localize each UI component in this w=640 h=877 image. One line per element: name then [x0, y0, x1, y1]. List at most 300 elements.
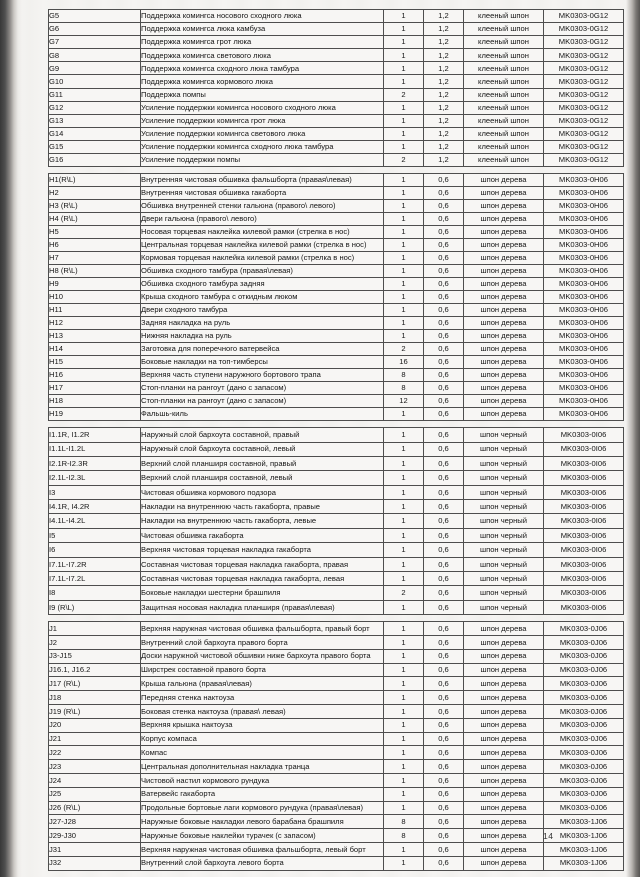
part-code-cell: J3-J15 — [49, 649, 141, 663]
thickness-cell: 1,2 — [424, 75, 464, 88]
part-code-cell: H13 — [49, 330, 141, 343]
material-cell: шпон дерева — [464, 291, 544, 304]
part-number-cell: MK0303-0G12 — [544, 140, 624, 153]
material-cell: шпон дерева — [464, 382, 544, 395]
quantity-cell: 1 — [384, 317, 424, 330]
table-row — [49, 856, 624, 870]
part-code-cell: H17 — [49, 382, 141, 395]
description-cell: Поддержка комингса светового люка — [141, 49, 384, 62]
thickness-cell: 0,6 — [424, 174, 464, 187]
part-code-cell: G6 — [49, 23, 141, 36]
thickness-cell: 0,6 — [424, 330, 464, 343]
material-cell: шпон дерева — [464, 663, 544, 677]
part-code-cell: J23 — [49, 760, 141, 774]
table-row — [49, 842, 624, 856]
quantity-cell: 1 — [384, 572, 424, 586]
thickness-cell: 0,6 — [424, 395, 464, 408]
material-cell: шпон дерева — [464, 760, 544, 774]
description-cell: Чистовой настил кормового рундука — [141, 773, 384, 787]
description-cell: Центральная торцевая наклейка килевой рамки (стрелка в нос) — [141, 239, 384, 252]
description-cell: Двери сходного тамбура — [141, 304, 384, 317]
part-code-cell: H2 — [49, 187, 141, 200]
part-number-cell: MK0303-1J06 — [544, 815, 624, 829]
table-row — [49, 10, 624, 23]
part-code-cell: H8 (R\L) — [49, 265, 141, 278]
description-cell: Двери гальюна (правого\ левого) — [141, 213, 384, 226]
thickness-cell: 0,6 — [424, 500, 464, 514]
part-number-cell: MK0303-0H06 — [544, 395, 624, 408]
part-code-cell: H4 (R\L) — [49, 213, 141, 226]
part-number-cell: MK0303-0G12 — [544, 127, 624, 140]
material-cell: клееный шпон — [464, 101, 544, 114]
material-cell: шпон дерева — [464, 691, 544, 705]
quantity-cell: 1 — [384, 500, 424, 514]
description-cell: Чистовая обшивка гакаборта — [141, 528, 384, 542]
table-row — [49, 174, 624, 187]
part-number-cell: MK0303-0I06 — [544, 442, 624, 456]
table-row — [49, 226, 624, 239]
table-row — [49, 213, 624, 226]
table-row — [49, 291, 624, 304]
quantity-cell: 1 — [384, 543, 424, 557]
scan-edge-right — [626, 0, 640, 877]
table-row — [49, 382, 624, 395]
thickness-cell: 1,2 — [424, 154, 464, 167]
quantity-cell: 2 — [384, 154, 424, 167]
material-cell: шпон дерева — [464, 636, 544, 650]
material-cell: клееный шпон — [464, 140, 544, 153]
table-row — [49, 704, 624, 718]
table-row — [49, 330, 624, 343]
description-cell: Центральная дополнительная накладка транца — [141, 760, 384, 774]
quantity-cell: 1 — [384, 557, 424, 571]
table-row — [49, 369, 624, 382]
quantity-cell: 2 — [384, 88, 424, 101]
description-cell: Носовая торцевая наклейка килевой рамки (стрелка в нос) — [141, 226, 384, 239]
quantity-cell: 16 — [384, 356, 424, 369]
thickness-cell: 1,2 — [424, 127, 464, 140]
thickness-cell: 0,6 — [424, 829, 464, 843]
part-number-cell: MK0303-0I06 — [544, 600, 624, 614]
quantity-cell: 1 — [384, 252, 424, 265]
material-cell: шпон черный — [464, 600, 544, 614]
part-number-cell: MK0303-0J06 — [544, 801, 624, 815]
material-cell: шпон дерева — [464, 174, 544, 187]
quantity-cell: 1 — [384, 787, 424, 801]
part-code-cell: G16 — [49, 154, 141, 167]
part-number-cell: MK0303-0J06 — [544, 704, 624, 718]
material-cell: шпон дерева — [464, 200, 544, 213]
table-row — [49, 500, 624, 514]
table-row — [49, 75, 624, 88]
part-number-cell: MK0303-0G12 — [544, 88, 624, 101]
description-cell: Верхняя наружная чистовая обшивка фальшборта, правый борт — [141, 622, 384, 636]
thickness-cell: 0,6 — [424, 317, 464, 330]
table-row — [49, 691, 624, 705]
material-cell: клееный шпон — [464, 49, 544, 62]
thickness-cell: 0,6 — [424, 801, 464, 815]
quantity-cell: 1 — [384, 442, 424, 456]
description-cell: Поддержка комингса грот люка — [141, 36, 384, 49]
part-code-cell: H12 — [49, 317, 141, 330]
thickness-cell: 1,2 — [424, 36, 464, 49]
table-row — [49, 622, 624, 636]
description-cell: Поддержка комингса сходного люка тамбура — [141, 62, 384, 75]
table-row — [49, 23, 624, 36]
scan-edge-left — [0, 0, 22, 877]
part-code-cell: J2 — [49, 636, 141, 650]
part-code-cell: G11 — [49, 88, 141, 101]
part-code-cell: I3 — [49, 485, 141, 499]
description-cell: Усиление поддержки комингса носового сходного люка — [141, 101, 384, 114]
part-code-cell: I7.1L-I7.2L — [49, 572, 141, 586]
thickness-cell: 0,6 — [424, 856, 464, 870]
quantity-cell: 1 — [384, 278, 424, 291]
thickness-cell: 0,6 — [424, 572, 464, 586]
quantity-cell: 1 — [384, 456, 424, 470]
quantity-cell: 1 — [384, 200, 424, 213]
quantity-cell: 1 — [384, 746, 424, 760]
part-number-cell: MK0303-0J06 — [544, 746, 624, 760]
description-cell: Накладки на внутреннюю часть гакаборта, левые — [141, 514, 384, 528]
quantity-cell: 1 — [384, 732, 424, 746]
part-code-cell: H14 — [49, 343, 141, 356]
quantity-cell: 8 — [384, 369, 424, 382]
material-cell: шпон дерева — [464, 856, 544, 870]
material-cell: шпон дерева — [464, 278, 544, 291]
description-cell: Задняя накладка на руль — [141, 317, 384, 330]
table-row — [49, 239, 624, 252]
part-code-cell: J25 — [49, 787, 141, 801]
thickness-cell: 0,6 — [424, 677, 464, 691]
material-cell: шпон дерева — [464, 622, 544, 636]
material-cell: шпон дерева — [464, 829, 544, 843]
part-code-cell: H15 — [49, 356, 141, 369]
thickness-cell: 1,2 — [424, 101, 464, 114]
table-row — [49, 200, 624, 213]
part-code-cell: I5 — [49, 528, 141, 542]
table-row — [49, 815, 624, 829]
table-row — [49, 543, 624, 557]
description-cell: Верхняя чистовая торцевая накладка гакаборта — [141, 543, 384, 557]
description-cell: Наружные боковые накладки левого барабана брашпиля — [141, 815, 384, 829]
description-cell: Фальшь-киль — [141, 408, 384, 421]
quantity-cell: 1 — [384, 691, 424, 705]
material-cell: шпон черный — [464, 485, 544, 499]
part-number-cell: MK0303-0I06 — [544, 500, 624, 514]
material-cell: шпон дерева — [464, 773, 544, 787]
part-number-cell: MK0303-0I06 — [544, 428, 624, 442]
thickness-cell: 0,6 — [424, 213, 464, 226]
part-code-cell: H1(R\L) — [49, 174, 141, 187]
thickness-cell: 0,6 — [424, 291, 464, 304]
table-row — [49, 127, 624, 140]
material-cell: шпон черный — [464, 557, 544, 571]
thickness-cell: 0,6 — [424, 691, 464, 705]
quantity-cell: 1 — [384, 101, 424, 114]
table-row — [49, 304, 624, 317]
part-number-cell: MK0303-0J06 — [544, 787, 624, 801]
table-row — [49, 663, 624, 677]
quantity-cell: 8 — [384, 829, 424, 843]
material-cell: шпон дерева — [464, 226, 544, 239]
thickness-cell: 1,2 — [424, 49, 464, 62]
description-cell: Чистовая обшивка кормового подзора — [141, 485, 384, 499]
table-row — [49, 408, 624, 421]
description-cell: Ширстрек составной правого борта — [141, 663, 384, 677]
part-number-cell: MK0303-0J06 — [544, 677, 624, 691]
part-code-cell: H16 — [49, 369, 141, 382]
material-cell: шпон черный — [464, 428, 544, 442]
thickness-cell: 0,6 — [424, 343, 464, 356]
description-cell: Крыша сходного тамбура с откидным люком — [141, 291, 384, 304]
part-number-cell: MK0303-0G12 — [544, 23, 624, 36]
description-cell: Защитная носовая накладка планширя (правая\левая) — [141, 600, 384, 614]
table-row — [49, 649, 624, 663]
thickness-cell: 0,6 — [424, 485, 464, 499]
part-code-cell: I1.1R, I1.2R — [49, 428, 141, 442]
description-cell: Обшивка внутренней стенки гальюна (правого\ левого) — [141, 200, 384, 213]
part-code-cell: G12 — [49, 101, 141, 114]
part-code-cell: H6 — [49, 239, 141, 252]
thickness-cell: 0,6 — [424, 200, 464, 213]
thickness-cell: 0,6 — [424, 187, 464, 200]
description-cell: Внутренний слой бархоута левого борта — [141, 856, 384, 870]
material-cell: шпон дерева — [464, 304, 544, 317]
part-number-cell: MK0303-1J06 — [544, 829, 624, 843]
part-number-cell: MK0303-0J06 — [544, 636, 624, 650]
part-number-cell: MK0303-0H06 — [544, 187, 624, 200]
thickness-cell: 0,6 — [424, 304, 464, 317]
part-number-cell: MK0303-0I06 — [544, 471, 624, 485]
quantity-cell: 1 — [384, 801, 424, 815]
description-cell: Верхняя крышка нактоуза — [141, 718, 384, 732]
part-number-cell: MK0303-0J06 — [544, 649, 624, 663]
material-cell: шпон дерева — [464, 718, 544, 732]
description-cell: Стоп-планки на рангоут (дано с запасом) — [141, 395, 384, 408]
part-number-cell: MK0303-1J06 — [544, 842, 624, 856]
material-cell: клееный шпон — [464, 36, 544, 49]
material-cell: шпон черный — [464, 514, 544, 528]
material-cell: шпон дерева — [464, 343, 544, 356]
parts-table-section-I — [48, 427, 624, 615]
table-row — [49, 746, 624, 760]
material-cell: шпон дерева — [464, 677, 544, 691]
part-number-cell: MK0303-0G12 — [544, 10, 624, 23]
thickness-cell: 0,6 — [424, 356, 464, 369]
material-cell: шпон дерева — [464, 704, 544, 718]
material-cell: клееный шпон — [464, 154, 544, 167]
table-row — [49, 395, 624, 408]
description-cell: Наружные боковые наклейки турачек (с запасом) — [141, 829, 384, 843]
part-number-cell: MK0303-0H06 — [544, 356, 624, 369]
thickness-cell: 0,6 — [424, 718, 464, 732]
part-number-cell: MK0303-0H06 — [544, 291, 624, 304]
thickness-cell: 0,6 — [424, 663, 464, 677]
description-cell: Накладки на внутреннюю часть гакаборта, правые — [141, 500, 384, 514]
table-row — [49, 829, 624, 843]
table-row — [49, 265, 624, 278]
thickness-cell: 0,6 — [424, 746, 464, 760]
parts-table-area — [48, 9, 626, 877]
description-cell: Усиление поддержки комингса сходного люка тамбура — [141, 140, 384, 153]
quantity-cell: 1 — [384, 600, 424, 614]
thickness-cell: 0,6 — [424, 382, 464, 395]
table-row — [49, 801, 624, 815]
part-number-cell: MK0303-0I06 — [544, 456, 624, 470]
description-cell: Верхняя наружная чистовая обшивка фальшборта, левый борт — [141, 842, 384, 856]
part-number-cell: MK0303-0I06 — [544, 557, 624, 571]
material-cell: шпон черный — [464, 543, 544, 557]
quantity-cell: 1 — [384, 36, 424, 49]
thickness-cell: 0,6 — [424, 787, 464, 801]
part-code-cell: I4.1R, I4.2R — [49, 500, 141, 514]
parts-table-section-J — [48, 621, 624, 870]
material-cell: шпон дерева — [464, 732, 544, 746]
thickness-cell: 1,2 — [424, 140, 464, 153]
table-row — [49, 677, 624, 691]
material-cell: клееный шпон — [464, 114, 544, 127]
part-number-cell: MK0303-0I06 — [544, 543, 624, 557]
quantity-cell: 12 — [384, 395, 424, 408]
part-code-cell: H10 — [49, 291, 141, 304]
thickness-cell: 1,2 — [424, 23, 464, 36]
quantity-cell: 1 — [384, 649, 424, 663]
table-row — [49, 36, 624, 49]
table-row — [49, 636, 624, 650]
description-cell: Боковая стенка нактоуза (правая\ левая) — [141, 704, 384, 718]
part-number-cell: MK0303-0I06 — [544, 586, 624, 600]
material-cell: клееный шпон — [464, 127, 544, 140]
part-code-cell: J20 — [49, 718, 141, 732]
quantity-cell: 8 — [384, 382, 424, 395]
table-row — [49, 514, 624, 528]
material-cell: шпон дерева — [464, 317, 544, 330]
quantity-cell: 1 — [384, 704, 424, 718]
material-cell: шпон дерева — [464, 842, 544, 856]
thickness-cell: 1,2 — [424, 114, 464, 127]
part-number-cell: MK0303-0I06 — [544, 528, 624, 542]
part-number-cell: MK0303-0H06 — [544, 200, 624, 213]
part-code-cell: I6 — [49, 543, 141, 557]
quantity-cell: 1 — [384, 514, 424, 528]
part-number-cell: MK0303-0J06 — [544, 663, 624, 677]
description-cell: Поддержка комингса кормового люка — [141, 75, 384, 88]
quantity-cell: 2 — [384, 343, 424, 356]
part-code-cell: J29-J30 — [49, 829, 141, 843]
part-code-cell: H5 — [49, 226, 141, 239]
description-cell: Боковые накладки на топ-тимберсы — [141, 356, 384, 369]
part-code-cell: I2.1L-I2.3L — [49, 471, 141, 485]
part-code-cell: I7.1L-I7.2R — [49, 557, 141, 571]
part-code-cell: J24 — [49, 773, 141, 787]
thickness-cell: 0,6 — [424, 773, 464, 787]
part-number-cell: MK0303-0H06 — [544, 304, 624, 317]
thickness-cell: 0,6 — [424, 760, 464, 774]
part-code-cell: J1 — [49, 622, 141, 636]
description-cell: Обшивка сходного тамбура (правая\левая) — [141, 265, 384, 278]
thickness-cell: 0,6 — [424, 278, 464, 291]
description-cell: Внутренний слой бархоута правого борта — [141, 636, 384, 650]
description-cell: Поддержка комингса люка камбуза — [141, 23, 384, 36]
part-number-cell: MK0303-0H06 — [544, 252, 624, 265]
thickness-cell: 0,6 — [424, 428, 464, 442]
part-code-cell: G14 — [49, 127, 141, 140]
page-number: 14 — [543, 831, 554, 841]
description-cell: Доски наружной чистовой обшивки ниже бархоута правого борта — [141, 649, 384, 663]
description-cell: Продольные бортовые лаги кормового рундука (правая\левая) — [141, 801, 384, 815]
quantity-cell: 1 — [384, 485, 424, 499]
quantity-cell: 1 — [384, 760, 424, 774]
part-number-cell: MK0303-0G12 — [544, 36, 624, 49]
thickness-cell: 0,6 — [424, 442, 464, 456]
part-number-cell: MK0303-1J06 — [544, 856, 624, 870]
quantity-cell: 1 — [384, 636, 424, 650]
material-cell: клееный шпон — [464, 10, 544, 23]
material-cell: клееный шпон — [464, 62, 544, 75]
part-number-cell: MK0303-0J06 — [544, 760, 624, 774]
material-cell: шпон черный — [464, 442, 544, 456]
description-cell: Поддержка помпы — [141, 88, 384, 101]
description-cell: Усиление поддержки комингса грот люка — [141, 114, 384, 127]
material-cell: шпон черный — [464, 572, 544, 586]
quantity-cell: 1 — [384, 718, 424, 732]
material-cell: шпон дерева — [464, 787, 544, 801]
thickness-cell: 0,6 — [424, 252, 464, 265]
material-cell: шпон дерева — [464, 801, 544, 815]
thickness-cell: 0,6 — [424, 704, 464, 718]
material-cell: шпон дерева — [464, 187, 544, 200]
quantity-cell: 1 — [384, 75, 424, 88]
material-cell: шпон дерева — [464, 395, 544, 408]
material-cell: клееный шпон — [464, 88, 544, 101]
material-cell: шпон черный — [464, 500, 544, 514]
part-code-cell: J17 (R\L) — [49, 677, 141, 691]
quantity-cell: 1 — [384, 226, 424, 239]
description-cell: Внутренняя чистовая обшивка фальшборта (правая\левая) — [141, 174, 384, 187]
table-row — [49, 62, 624, 75]
part-code-cell: J16.1, J16.2 — [49, 663, 141, 677]
thickness-cell: 0,6 — [424, 265, 464, 278]
description-cell: Наружный слой бархоута составной, левый — [141, 442, 384, 456]
thickness-cell: 0,6 — [424, 239, 464, 252]
description-cell: Нижняя накладка на руль — [141, 330, 384, 343]
part-code-cell: G9 — [49, 62, 141, 75]
table-row — [49, 114, 624, 127]
description-cell: Ватервейс гакаборта — [141, 787, 384, 801]
description-cell: Составная чистовая торцевая накладка гакаборта, левая — [141, 572, 384, 586]
quantity-cell: 1 — [384, 622, 424, 636]
table-row — [49, 557, 624, 571]
part-code-cell: G8 — [49, 49, 141, 62]
thickness-cell: 0,6 — [424, 408, 464, 421]
part-number-cell: MK0303-0G12 — [544, 62, 624, 75]
description-cell: Компас — [141, 746, 384, 760]
table-row — [49, 572, 624, 586]
material-cell: шпон дерева — [464, 408, 544, 421]
description-cell: Крыша гальюна (правая\левая) — [141, 677, 384, 691]
table-row — [49, 101, 624, 114]
table-row — [49, 278, 624, 291]
table-row — [49, 760, 624, 774]
table-row — [49, 317, 624, 330]
thickness-cell: 1,2 — [424, 62, 464, 75]
part-number-cell: MK0303-0G12 — [544, 75, 624, 88]
part-code-cell: G10 — [49, 75, 141, 88]
quantity-cell: 1 — [384, 304, 424, 317]
part-code-cell: H19 — [49, 408, 141, 421]
quantity-cell: 1 — [384, 213, 424, 226]
